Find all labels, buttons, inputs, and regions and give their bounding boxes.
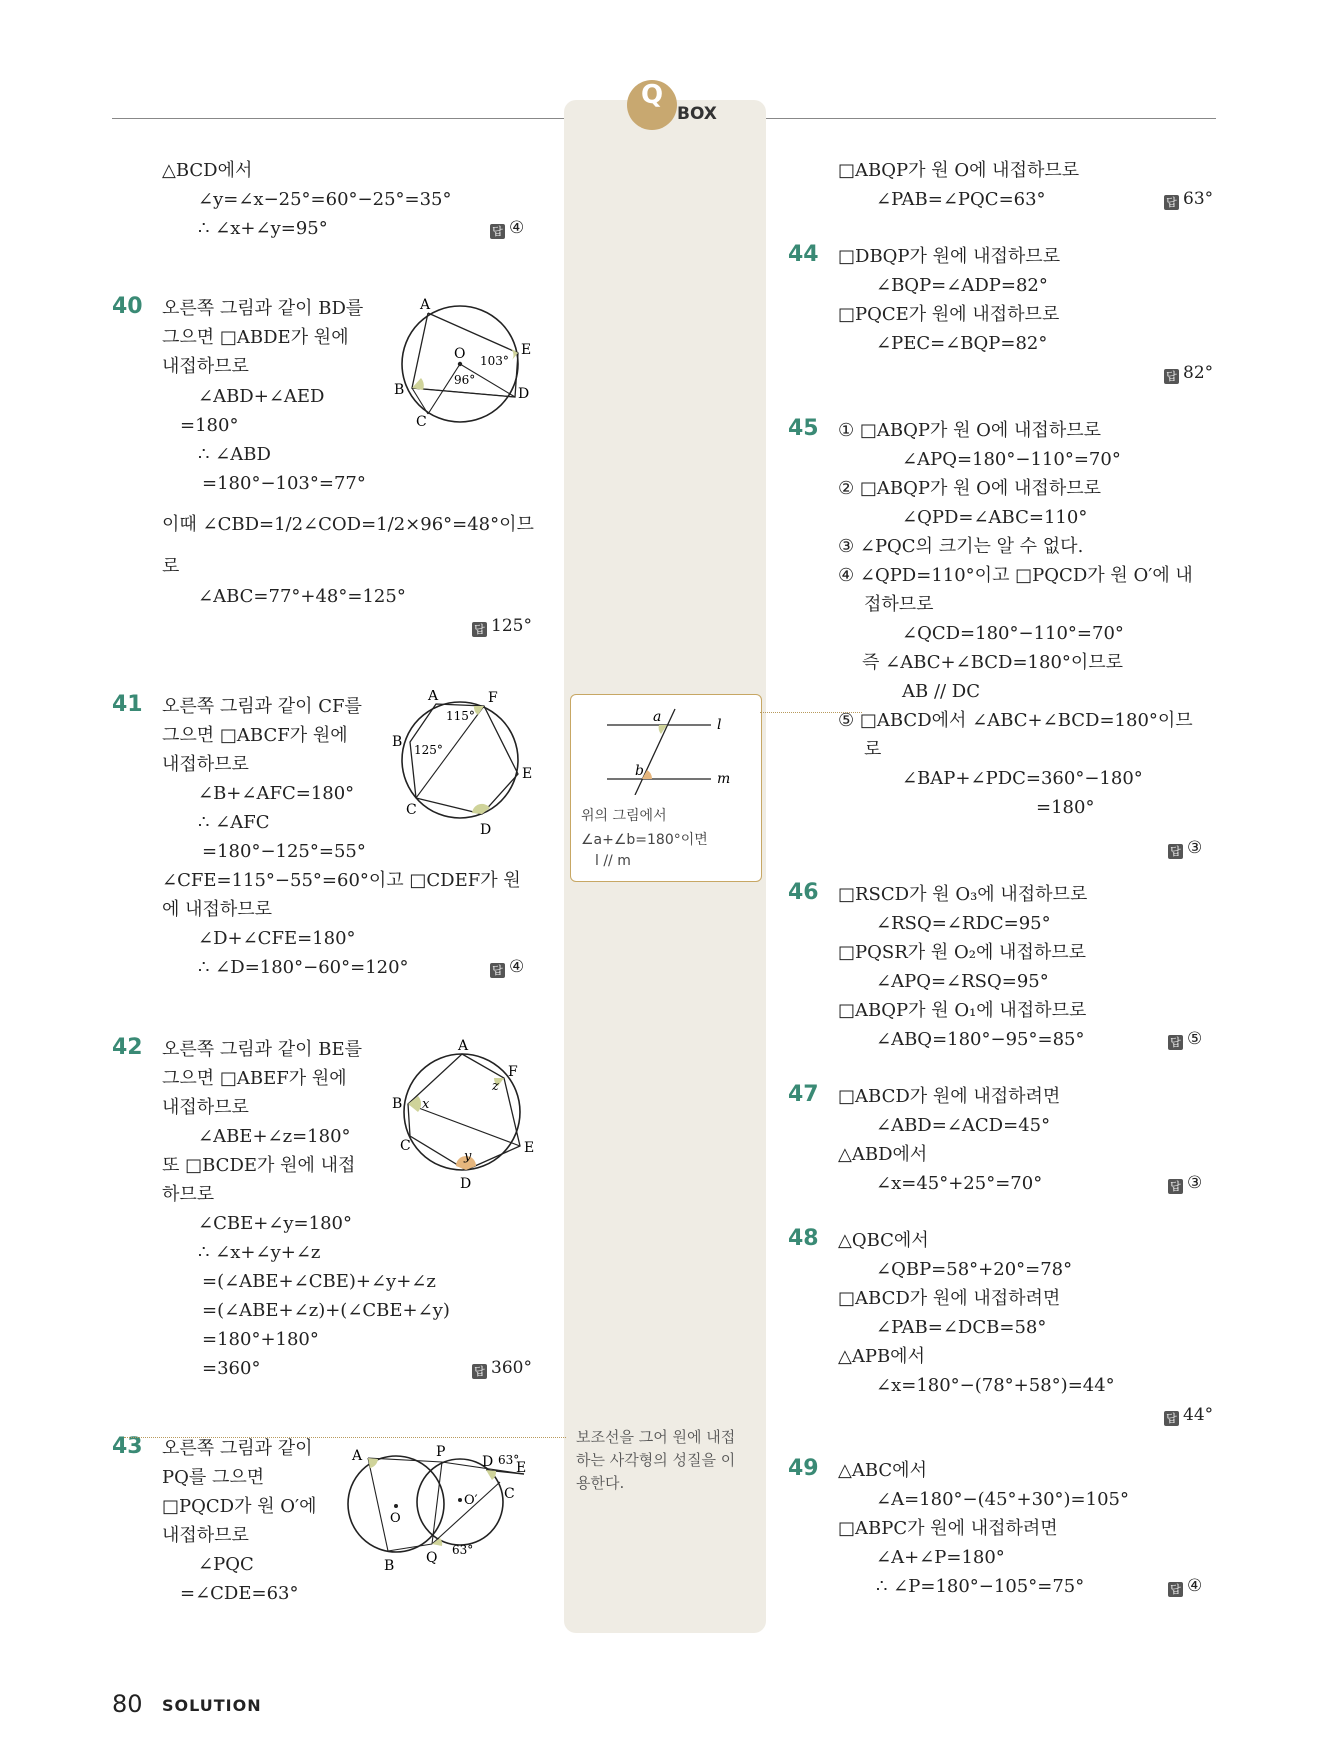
left-line: 그으면 □ABCF가 원에 (162, 725, 348, 746)
problem-number: 40 (112, 294, 143, 319)
answer-mark-icon: 답 (1168, 1035, 1183, 1050)
fig40-angle-103: 103° (480, 354, 509, 368)
answer-badge (1168, 838, 1202, 859)
left-line: ∴ ∠x+∠y+∠z (198, 1242, 321, 1263)
problem-number: 42 (112, 1035, 143, 1060)
left-line: 오른쪽 그림과 같이 BE를 (162, 1039, 363, 1060)
left-line: ∠ABC=77°+48°=125° (198, 586, 406, 607)
answer-value: ④ (1187, 1576, 1203, 1596)
fig40-label-a: A (420, 297, 431, 313)
right-line: ∠x=180°−(78°+58°)=44° (876, 1375, 1115, 1396)
answer-value: ④ (509, 957, 525, 977)
right-line: ∠RSQ=∠RDC=95° (876, 913, 1051, 934)
right-line: 접하므로 (864, 594, 934, 615)
right-line: △QBC에서 (838, 1230, 929, 1251)
problem-number: 44 (788, 242, 819, 267)
fig43-label-q: Q (426, 1550, 438, 1566)
hint-note-2: 하는 사각형의 성질을 이 (576, 1451, 736, 1469)
answer-badge (472, 1358, 532, 1379)
right-line: ∠PAB=∠PQC=63° (876, 189, 1046, 210)
left-line: ∠CFE=115°−55°=60°이고 □CDEF가 원 (162, 870, 521, 891)
right-line: □ABCD가 원에 내접하려면 (838, 1288, 1061, 1309)
left-line: 에 내접하므로 (162, 899, 273, 920)
answer-mark-icon: 답 (1168, 1582, 1183, 1597)
right-line: □ABQP가 원 O에 내접하므로 (838, 160, 1080, 181)
problem-number: 43 (112, 1434, 143, 1459)
fig41-label-c: C (406, 802, 417, 818)
left-line: △BCD에서 (162, 160, 253, 181)
fig41-angle-115: 115° (446, 709, 475, 723)
right-line: 즉 ∠ABC+∠BCD=180°이므로 (862, 652, 1124, 673)
fig43-label-a: A (352, 1448, 363, 1464)
answer-mark-icon: 답 (1164, 195, 1179, 210)
answer-mark-icon: 답 (472, 622, 487, 637)
left-line: 또 □BCDE가 원에 내접 (162, 1155, 356, 1176)
problem-number: 45 (788, 416, 819, 441)
page-number: 80 (112, 1690, 143, 1718)
right-line: □RSCD가 원 O₃에 내접하므로 (838, 884, 1088, 905)
left-line: 하므로 (162, 1184, 215, 1205)
answer-mark-icon: 답 (1168, 844, 1183, 859)
figure-42 (388, 1034, 538, 1194)
right-line: □DBQP가 원에 내접하므로 (838, 246, 1061, 267)
right-line: □ABPC가 원에 내접하려면 (838, 1518, 1058, 1539)
fig42-label-a: A (458, 1038, 469, 1054)
left-line: PQ를 그으면 (162, 1467, 265, 1488)
left-line: 내접하므로 (162, 1097, 249, 1118)
left-line: 내접하므로 (162, 754, 249, 775)
left-line: =(∠ABE+∠CBE)+∠y+∠z (202, 1271, 436, 1292)
right-line: ∠ABD=∠ACD=45° (876, 1115, 1051, 1136)
fig41-angle-125: 125° (414, 743, 443, 757)
answer-mark-icon: 답 (472, 1364, 487, 1379)
right-line: ∠x=45°+25°=70° (876, 1173, 1043, 1194)
fig42-label-e: E (524, 1140, 535, 1156)
left-line: 그으면 □ABEF가 원에 (162, 1068, 347, 1089)
fig43-label-o: O (390, 1511, 401, 1526)
left-line: ∴ ∠x+∠y=95° (198, 218, 328, 239)
figure-41 (388, 690, 538, 840)
left-line: =180°−103°=77° (202, 473, 366, 494)
answer-badge (1164, 363, 1213, 384)
right-line: ∠QBP=58°+20°=78° (876, 1259, 1073, 1280)
right-line: ∴ ∠P=180°−105°=75° (876, 1576, 1085, 1597)
answer-mark-icon: 답 (1164, 1411, 1179, 1426)
parallel-label-l: l (717, 717, 722, 733)
left-line: 내접하므로 (162, 1525, 249, 1546)
figure-40 (388, 292, 538, 432)
answer-value: 44° (1183, 1405, 1214, 1425)
answer-value: ④ (509, 218, 525, 238)
fig40-label-b: B (394, 382, 405, 398)
fig40-label-o: O (454, 346, 466, 362)
answer-value: 63° (1183, 189, 1214, 209)
answer-badge (1168, 1029, 1202, 1050)
right-line: ∠A+∠P=180° (876, 1547, 1005, 1568)
right-line: ④ ∠QPD=110°이고 □PQCD가 원 O′에 내 (838, 565, 1193, 586)
card-leader-line (760, 712, 862, 713)
left-line: ∠y=∠x−25°=60°−25°=35° (198, 189, 452, 210)
problem-number: 49 (788, 1456, 819, 1481)
fig42-label-d: D (460, 1176, 472, 1192)
right-line: ② □ABQP가 원 O에 내접하므로 (838, 478, 1101, 499)
fig43-label-b: B (384, 1558, 395, 1572)
answer-value: ③ (1187, 1173, 1203, 1193)
fig40-angle-96: 96° (454, 373, 476, 387)
right-line: ∠APQ=180°−110°=70° (902, 449, 1121, 470)
footer-label: SOLUTION (162, 1696, 262, 1715)
fig41-label-d: D (480, 822, 492, 838)
fig42-label-f: F (508, 1064, 518, 1080)
answer-badge (490, 957, 524, 978)
left-line: ∠CBE+∠y=180° (198, 1213, 352, 1234)
left-line: 로 (162, 556, 180, 577)
fig41-label-b: B (392, 734, 403, 750)
fig43-label-d: D (482, 1454, 494, 1470)
fig42-label-b: B (392, 1096, 403, 1112)
fig42-angle-z: z (492, 1079, 499, 1094)
left-line: 그으면 □ABDE가 원에 (162, 327, 349, 348)
fig41-label-a: A (428, 690, 439, 704)
left-line: =∠CDE=63° (180, 1583, 299, 1604)
left-line: 오른쪽 그림과 같이 CF를 (162, 696, 362, 717)
left-line: 오른쪽 그림과 같이 BD를 (162, 298, 364, 319)
fig42-label-c: C (400, 1138, 411, 1154)
fig40-label-e: E (521, 342, 532, 358)
left-line: □PQCD가 원 O′에 (162, 1496, 317, 1517)
right-line: ∠QCD=180°−110°=70° (902, 623, 1124, 644)
answer-mark-icon: 답 (1168, 1179, 1183, 1194)
parallel-lines-figure (571, 695, 761, 795)
right-line: ① □ABQP가 원 O에 내접하므로 (838, 420, 1101, 441)
header-rule-left (112, 118, 564, 119)
answer-value: 82° (1183, 363, 1214, 383)
fig43-label-c: C (504, 1486, 515, 1502)
right-line: ∠BAP+∠PDC=360°−180° (902, 768, 1143, 789)
left-line: ∴ ∠ABD (198, 444, 271, 465)
left-line: 내접하므로 (162, 356, 249, 377)
right-line: =180° (1036, 797, 1095, 818)
right-line: □ABCD가 원에 내접하려면 (838, 1086, 1061, 1107)
fig42-angle-y: y (464, 1149, 472, 1164)
parallel-label-m: m (717, 771, 731, 787)
answer-badge (472, 616, 532, 637)
right-line: AB // DC (902, 681, 981, 702)
left-line: 이때 ∠CBD=1/2∠COD=1/2×96°=48°이므 (162, 514, 534, 535)
figure-43 (346, 1442, 546, 1572)
parallel-caption-3: l // m (595, 853, 631, 869)
fig43-label-e: E (516, 1460, 527, 1476)
fig42-angle-x: x (422, 1097, 430, 1112)
fig43-angle-bottom: 63° (452, 1543, 474, 1557)
hint-note-1: 보조선을 그어 원에 내접 (576, 1428, 736, 1446)
answer-badge (1168, 1173, 1202, 1194)
right-line: △ABC에서 (838, 1460, 927, 1481)
right-line: 로 (864, 739, 882, 760)
left-line: ∠ABD+∠AED (198, 386, 325, 407)
problem-number: 47 (788, 1082, 819, 1107)
right-line: ⑤ □ABCD에서 ∠ABC+∠BCD=180°이므 (838, 710, 1193, 731)
right-line: ∠A=180°−(45°+30°)=105° (876, 1489, 1129, 1510)
left-line: =180°+180° (202, 1329, 319, 1350)
answer-badge (490, 218, 524, 239)
fig43-label-o-prime: O′ (464, 1493, 478, 1508)
qbox-badge-letter: Q (640, 80, 664, 110)
parallel-lines-card (570, 694, 762, 882)
answer-badge (1164, 1405, 1213, 1426)
answer-mark-icon: 답 (490, 963, 505, 978)
right-line: ③ ∠PQC의 크기는 알 수 없다. (838, 536, 1084, 557)
parallel-caption-2: ∠a+∠b=180°이면 (581, 832, 708, 848)
answer-badge (1168, 1576, 1202, 1597)
right-line: △APB에서 (838, 1346, 925, 1367)
fig43-angle-top: 63° (498, 1453, 520, 1467)
qbox-label: BOX (677, 104, 717, 124)
right-line: □PQCE가 원에 내접하므로 (838, 304, 1060, 325)
hint-note-3: 용한다. (576, 1474, 625, 1492)
right-line: ∠BQP=∠ADP=82° (876, 275, 1048, 296)
fig40-label-d: D (518, 386, 530, 402)
parallel-caption-1: 위의 그림에서 (581, 808, 667, 824)
parallel-label-b: b (635, 763, 644, 779)
note-leader-line (124, 1437, 566, 1438)
qbox-badge (627, 80, 677, 130)
right-line: ∠PAB=∠DCB=58° (876, 1317, 1047, 1338)
fig41-label-f: F (488, 690, 498, 706)
right-line: ∠APQ=∠RSQ=95° (876, 971, 1049, 992)
problem-number: 46 (788, 880, 819, 905)
problem-number: 48 (788, 1226, 819, 1251)
answer-badge (1164, 189, 1213, 210)
answer-mark-icon: 답 (490, 224, 505, 239)
answer-mark-icon: 답 (1164, 369, 1179, 384)
left-line: ∠B+∠AFC=180° (198, 783, 355, 804)
right-line: △ABD에서 (838, 1144, 928, 1165)
fig43-label-p: P (436, 1444, 446, 1460)
answer-value: ③ (1187, 838, 1203, 858)
header-rule-right (766, 118, 1216, 119)
answer-value: 360° (491, 1358, 532, 1378)
left-line: =180°−125°=55° (202, 841, 366, 862)
left-line: =(∠ABE+∠z)+(∠CBE+∠y) (202, 1300, 450, 1321)
problem-number: 41 (112, 692, 143, 717)
left-line: ∴ ∠AFC (198, 812, 270, 833)
parallel-label-a: a (653, 709, 662, 725)
left-line: ∴ ∠D=180°−60°=120° (198, 957, 409, 978)
left-line: ∠ABE+∠z=180° (198, 1126, 351, 1147)
left-line: =180° (180, 415, 239, 436)
fig41-label-e: E (522, 766, 533, 782)
left-line: =360° (202, 1358, 261, 1379)
right-line: □PQSR가 원 O₂에 내접하므로 (838, 942, 1086, 963)
right-line: ∠ABQ=180°−95°=85° (876, 1029, 1085, 1050)
answer-value: ⑤ (1187, 1029, 1203, 1049)
right-line: ∠PEC=∠BQP=82° (876, 333, 1048, 354)
left-line: ∠PQC (198, 1554, 254, 1575)
right-line: □ABQP가 원 O₁에 내접하므로 (838, 1000, 1087, 1021)
fig40-label-c: C (416, 414, 427, 430)
left-line: ∠D+∠CFE=180° (198, 928, 356, 949)
right-line: ∠QPD=∠ABC=110° (902, 507, 1088, 528)
left-line: 오른쪽 그림과 같이 (162, 1438, 313, 1459)
answer-value: 125° (491, 616, 532, 636)
